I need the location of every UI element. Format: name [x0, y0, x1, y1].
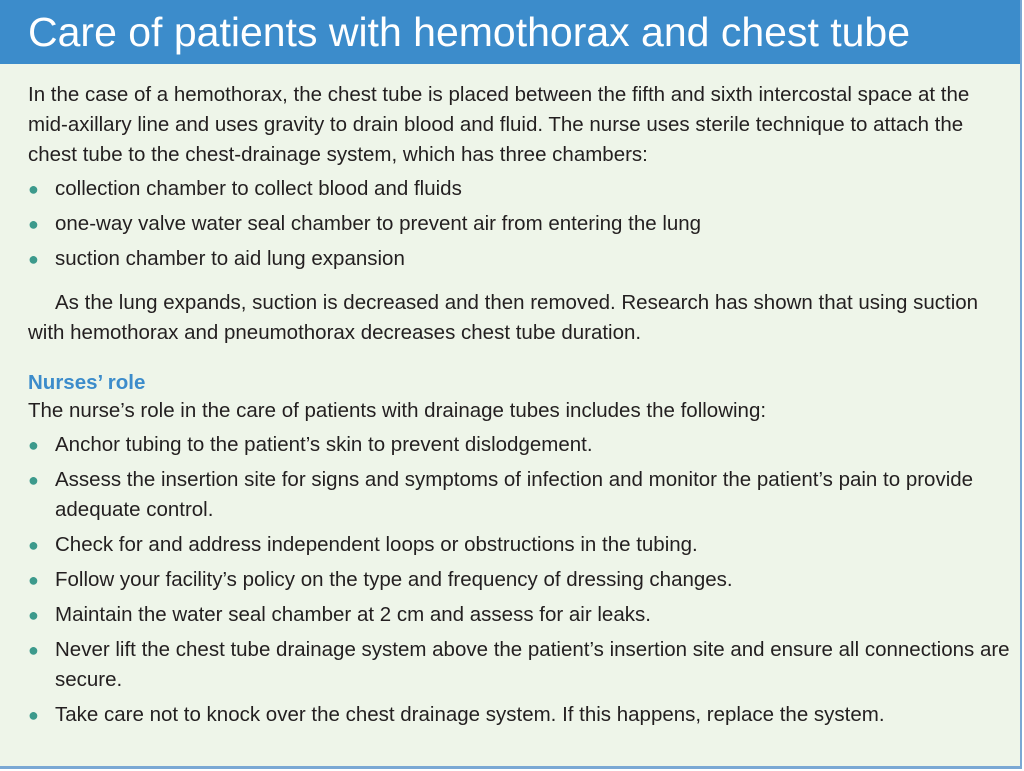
list-item-text: collection chamber to collect blood and fluids — [55, 177, 462, 200]
bullet-icon: ● — [28, 705, 39, 725]
list-item — [28, 244, 1013, 274]
intro-paragraph: In the case of a hemothorax, the chest tube is placed between the fifth and sixth intercostal space at the mid-axillary line and uses gravity to drain blood and fluid. The nurse uses sterile technique to attach the chest tube to the chest-drainage system, which has three chambers: — [28, 83, 970, 166]
bullet-icon: ● — [28, 470, 39, 490]
list-item — [28, 530, 1013, 560]
title-bar — [0, 0, 1020, 64]
list-item-text: Check for and address independent loops or obstructions in the tubing. — [55, 533, 698, 556]
list-item-text: Anchor tubing to the patient’s skin to prevent dislodgement. — [55, 433, 593, 456]
bullet-icon: ● — [28, 535, 39, 555]
chamber-list — [28, 174, 1013, 274]
nurse-role-list — [28, 430, 1013, 730]
bullet-icon: ● — [28, 249, 39, 269]
section-intro: The nurse’s role in the care of patients with drainage tubes includes the following: — [28, 399, 767, 422]
section-heading: Nurses’ role — [28, 371, 146, 394]
bullet-icon: ● — [28, 214, 39, 234]
list-item — [28, 565, 1013, 595]
list-item-text: suction chamber to aid lung expansion — [55, 247, 405, 270]
bullet-icon: ● — [28, 435, 39, 455]
list-item-text: Take care not to knock over the chest drainage system. If this happens, replace the system. — [55, 703, 885, 726]
list-item — [28, 430, 1013, 460]
bullet-icon: ● — [28, 179, 39, 199]
list-item — [28, 174, 1013, 204]
list-item-text: Never lift the chest tube drainage system above the patient’s insertion site and ensure all connections are secure. — [55, 638, 1010, 691]
list-item — [28, 600, 1013, 630]
bullet-icon: ● — [28, 640, 39, 660]
page-title: Care of patients with hemothorax and chest tube — [28, 9, 911, 55]
list-item-text: Follow your facility’s policy on the type and frequency of dressing changes. — [55, 568, 733, 591]
bullet-icon: ● — [28, 605, 39, 625]
expansion-paragraph: As the lung expands, suction is decreased and then removed. Research has shown that using suction with hemothorax and pneumothorax decreases chest tube duration. — [28, 291, 979, 344]
list-item — [28, 635, 1013, 695]
list-item-text: Maintain the water seal chamber at 2 cm and assess for air leaks. — [55, 603, 651, 626]
box-content — [28, 80, 1013, 736]
list-item — [28, 700, 1013, 730]
bullet-icon: ● — [28, 570, 39, 590]
list-item — [28, 465, 1013, 525]
list-item-text: Assess the insertion site for signs and symptoms of infection and monitor the patient’s pain to provide adequate control. — [55, 468, 974, 521]
list-item-text: one-way valve water seal chamber to prevent air from entering the lung — [55, 212, 702, 235]
list-item — [28, 209, 1013, 239]
